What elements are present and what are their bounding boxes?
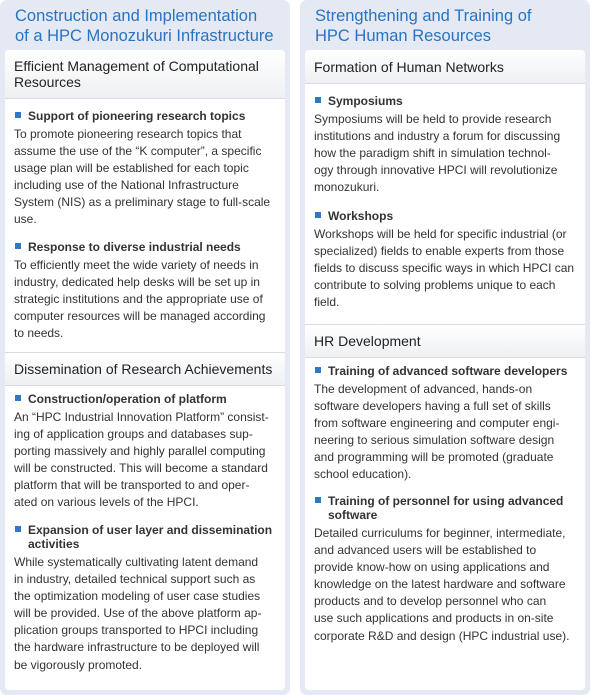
square-bullet-icon (315, 212, 321, 218)
item-title: Support of pioneering research topics (14, 109, 276, 123)
item-title: Training of personnel for using advanced software (314, 494, 576, 522)
item-title: Symposiums (314, 94, 576, 108)
item-personnel-advanced-software (305, 494, 585, 645)
right-column-title: Strengthening and Training of HPC Human Resources (315, 7, 532, 45)
item-workshops (305, 209, 585, 311)
item-text: Workshops will be held for specific industrial (or specialized) fields to enable experts from those fields to discuss specific ways in which HPCI can contribute to solving problems unique to each field. (314, 227, 575, 310)
item-text: The development of advanced, hands-on software developers having a full set of skills from software engineering and computer engi- neering to serious simulation software design and programming will be promoted (graduate school education). (314, 382, 560, 482)
item-text: An “HPC Industrial Innovation Platform” consist- ing of application groups and databases sup- porting massively and highly parallel computing will be constructed. This will become a standard platform that will be transported to and oper- ated on various levels of the HPCI. (14, 410, 269, 510)
item-pioneering-research (5, 109, 285, 229)
item-title: Construction/operation of platform (14, 392, 276, 406)
square-bullet-icon (15, 526, 21, 532)
left-panel (5, 50, 285, 690)
square-bullet-icon (315, 497, 321, 503)
item-symposiums (305, 94, 585, 196)
section-heading-dissemination: Dissemination of Research Achievements (5, 352, 285, 386)
square-bullet-icon (315, 97, 321, 103)
section-heading-hr-development: HR Development (305, 324, 585, 358)
item-text: To promote pioneering research topics that assume the use of the “K computer”, a specific usage plan will be established for each topic including use of the National Infrastructure System (NIS) as a preliminary stage to full-scale use. (14, 127, 271, 227)
left-column-title: Construction and Implementation of a HPC Monozukuri Infrastructure (15, 7, 274, 45)
item-text: Symposiums will be held to provide research institutions and industry a forum for discussing how the paradigm shift in simulation technol- ogy through innovative HPCI will revolutionize monozukuri. (314, 112, 561, 195)
square-bullet-icon (15, 395, 21, 401)
item-user-layer (5, 523, 285, 674)
item-text: While systematically cultivating latent demand in industry, detailed technical support such as the optimization modeling of user case studies will be provided. Use of the above platform ap- plication groups transported to HPCI including the hardware infrastructure to be deployed will be vigorously promoted. (14, 555, 262, 672)
section-heading-human-networks: Formation of Human Networks (305, 50, 585, 84)
right-panel (305, 50, 585, 690)
item-text: To efficiently meet the wide variety of needs in industry, dedicated help desks will be set up in strategic institutions and the appropriate use of computer resources will be managed according to needs. (14, 258, 266, 341)
item-text: Detailed curriculums for beginner, intermediate, and advanced users will be established to provide know-how on using applications and knowledge on the latest hardware and software products and to develop personnel who can use such applications and products in on-site corporate R&D and design (HPC industrial use). (314, 526, 570, 643)
item-title: Response to diverse industrial needs (14, 240, 276, 254)
left-column (0, 0, 290, 695)
square-bullet-icon (15, 243, 21, 249)
item-title: Expansion of user layer and dissemination activities (14, 523, 276, 551)
item-industrial-needs (5, 240, 285, 342)
item-title: Workshops (314, 209, 576, 223)
square-bullet-icon (15, 112, 21, 118)
section-heading-efficient-management: Efficient Management of Computational Resources (5, 50, 285, 99)
square-bullet-icon (315, 367, 321, 373)
item-platform (5, 392, 285, 512)
item-title: Training of advanced software developers (314, 364, 576, 378)
right-column (300, 0, 590, 695)
item-software-developers (305, 364, 585, 484)
